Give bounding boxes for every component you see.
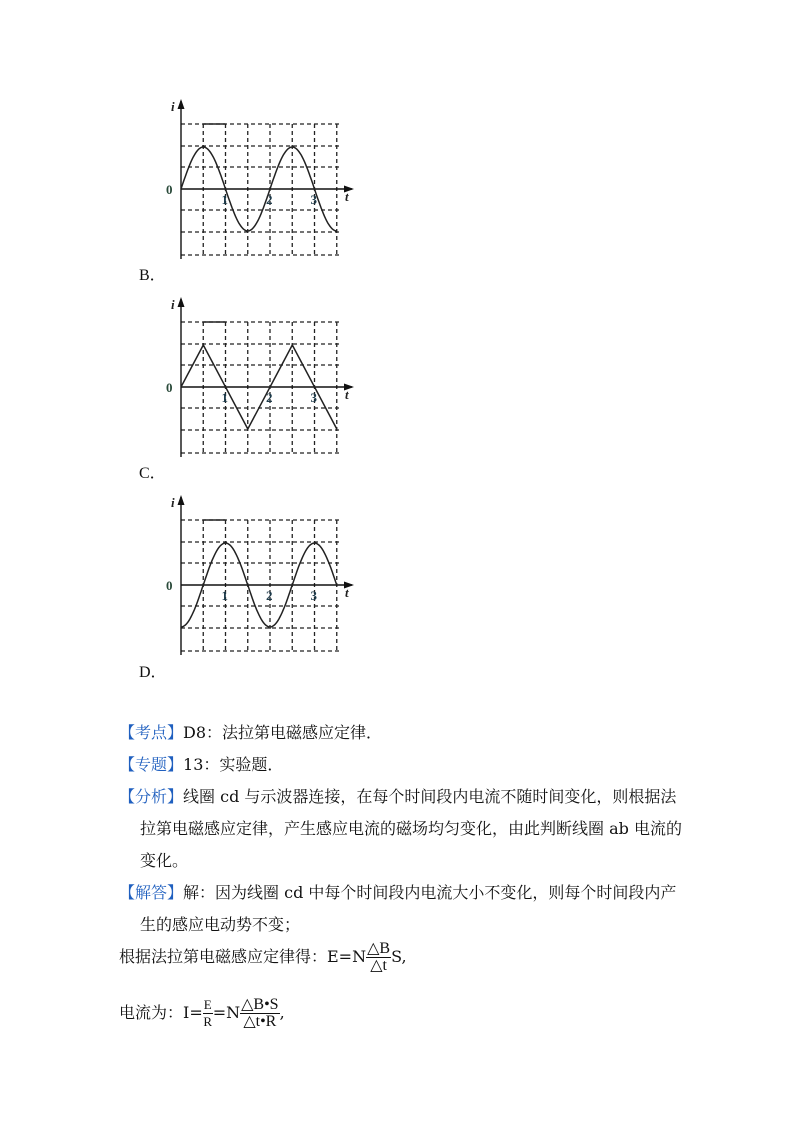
origin-label: 0 bbox=[166, 380, 173, 395]
fraction-db-dt bbox=[366, 941, 391, 974]
origin-label: 0 bbox=[166, 578, 173, 593]
formula-emf-prefix: 根据法拉第电磁感应定律得：E=N bbox=[119, 947, 367, 966]
formula-current bbox=[119, 997, 285, 1030]
y-axis-label: i bbox=[171, 495, 175, 510]
kaodian-tag: 【考点】 bbox=[119, 723, 184, 742]
x-tick-label: 3 bbox=[310, 192, 317, 207]
option-d-label: D． bbox=[139, 664, 167, 681]
fenxi-tag: 【分析】 bbox=[119, 787, 184, 806]
fenxi-line-2: 拉第电磁感应定律，产生感应电流的磁场均匀变化，由此判断线圈 ab 电流的 bbox=[140, 819, 682, 838]
jieda-line-2: 生的感应电动势不变； bbox=[140, 915, 301, 934]
formula-emf bbox=[119, 941, 407, 974]
x-tick-label: 2 bbox=[266, 192, 273, 207]
formula-current-suffix: , bbox=[279, 1003, 285, 1022]
fenxi-line-1 bbox=[119, 784, 676, 807]
formula-emf-suffix: S, bbox=[391, 947, 407, 966]
y-axis-label: i bbox=[171, 297, 175, 312]
fraction-denominator: R bbox=[203, 1014, 213, 1029]
x-axis-label: t bbox=[345, 387, 349, 402]
x-tick-label: 2 bbox=[266, 390, 273, 405]
fraction-dbs-dtr bbox=[240, 997, 279, 1030]
origin-label: 0 bbox=[166, 182, 173, 197]
option-b-label: B． bbox=[139, 267, 166, 284]
formula-current-prefix: 电流为：I= bbox=[119, 1003, 203, 1022]
x-axis-label: t bbox=[345, 189, 349, 204]
jieda-tag: 【解答】 bbox=[119, 883, 184, 902]
y-axis-arrow bbox=[178, 495, 185, 505]
x-tick-label: 1 bbox=[221, 192, 228, 207]
y-axis-arrow bbox=[178, 297, 185, 307]
fraction-numerator: E bbox=[203, 997, 212, 1012]
option-c-label: C． bbox=[139, 465, 166, 482]
x-tick-label: 1 bbox=[221, 390, 228, 405]
x-axis-label: t bbox=[345, 585, 349, 600]
option-b-graph bbox=[150, 97, 380, 272]
x-tick-label: 3 bbox=[310, 390, 317, 405]
kaodian-text: D8：法拉第电磁感应定律． bbox=[183, 723, 383, 742]
fenxi-line-3: 变化。 bbox=[140, 851, 189, 870]
fraction-denominator: △t•R bbox=[243, 1013, 277, 1030]
fenxi-text-1: 线圈 cd 与示波器连接，在每个时间段内电流不随时间变化，则根据法 bbox=[183, 787, 677, 806]
x-tick-label: 1 bbox=[221, 588, 228, 603]
fraction-numerator: △B•S bbox=[241, 996, 279, 1013]
zhuanti-text: 13：实验题． bbox=[183, 755, 284, 774]
zhuanti-line bbox=[119, 752, 283, 775]
option-c-graph bbox=[150, 295, 380, 470]
zhuanti-tag: 【专题】 bbox=[119, 755, 184, 774]
fraction-denominator: △t bbox=[370, 957, 387, 974]
fraction-e-r bbox=[203, 997, 213, 1030]
x-tick-label: 3 bbox=[310, 588, 317, 603]
kaodian-line bbox=[119, 720, 382, 743]
y-axis-label: i bbox=[171, 99, 175, 114]
option-d-graph bbox=[150, 493, 380, 668]
formula-current-mid: =N bbox=[212, 1003, 241, 1022]
x-tick-label: 2 bbox=[266, 588, 273, 603]
y-axis-arrow bbox=[178, 99, 185, 109]
fraction-numerator: △B bbox=[367, 940, 391, 957]
jieda-text-1: 解：因为线圈 cd 中每个时间段内电流大小不变化，则每个时间段内产 bbox=[183, 883, 677, 902]
jieda-line-1 bbox=[119, 880, 676, 903]
